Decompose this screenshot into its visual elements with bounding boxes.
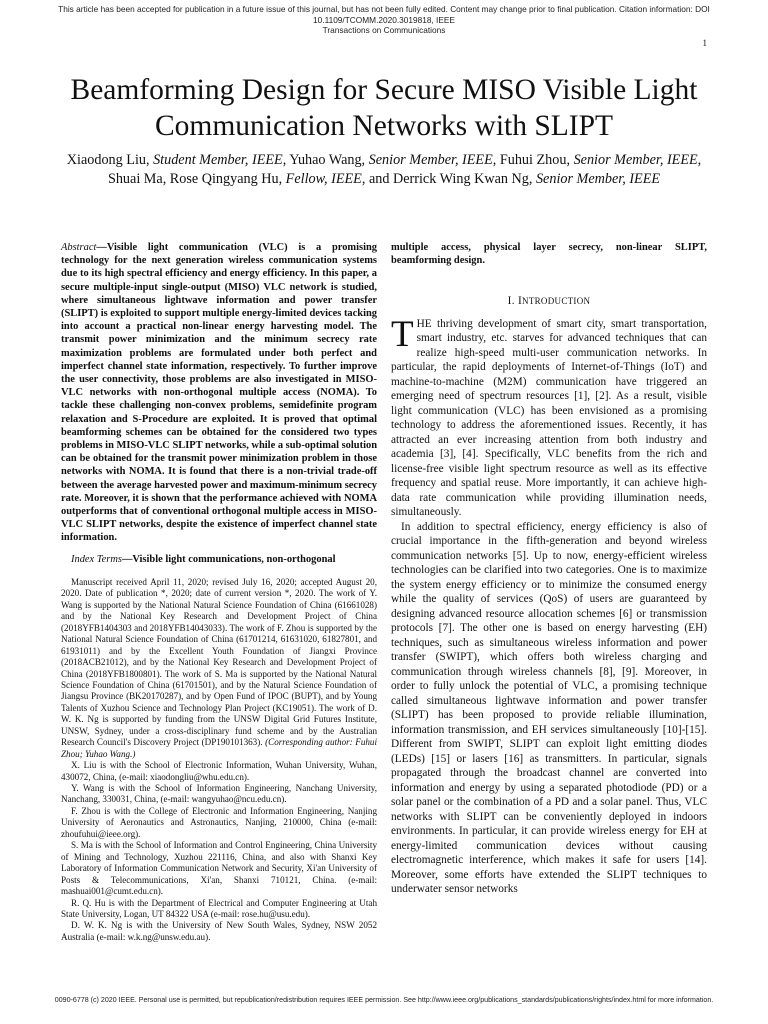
footnote-manuscript (61, 577, 377, 760)
author-list (40, 151, 728, 189)
author-role: Senior Member, IEEE (368, 152, 493, 168)
section-initial: I (517, 295, 523, 308)
author-name: Xiaodong Liu, (66, 152, 154, 168)
author-line-1 (40, 151, 728, 170)
drop-cap: T (391, 313, 414, 355)
header-note-line-2: Transactions on Communications (322, 25, 446, 35)
section-title-rest: NTRODUCTION (522, 296, 591, 307)
index-terms-continued: multiple access, physical layer secrecy, non-linear SLIPT, beamforming design. (391, 242, 707, 267)
footnote-affiliation-hu: R. Q. Hu is with the Department of Electrical and Computer Engineering at Utah State University, Logan, UT 84322 USA (e-mail: rose.hu@usu.edu). (61, 897, 377, 920)
author-role: Senior Member, IEEE (535, 171, 661, 187)
footnote-affiliation-wang: Y. Wang is with the School of Information Engineering, Nanchang University, Nanchang, 330031, China, (e-mail: wangyuhao@ncu.edu.cn). (61, 783, 377, 805)
footnote-affiliation-ng: D. W. K. Ng is with the University of New South Wales, Sydney, NSW 2052 Australia (e-mail: w.k.ng@unsw.edu.au). (61, 920, 377, 942)
author-name: Shuai Ma, Rose Qingyang Hu, (107, 171, 286, 187)
footnote-affiliation-liu: X. Liu is with the School of Electronic Information, Wuhan University, Wuhan, 430072, China, (e-mail: xiaodongliu@whu.edu.cn). (61, 760, 377, 782)
intro-cap-word: HE (416, 317, 432, 330)
left-column (61, 241, 377, 943)
abstract (61, 241, 377, 545)
index-terms-body: —Visible light communications, non-orthogonal (121, 553, 336, 565)
author-name: , and Derrick Wing Kwan Ng, (361, 171, 536, 187)
footnotes (61, 577, 377, 944)
introduction-body (391, 313, 707, 897)
author-role: Senior Member, IEEE (573, 152, 698, 168)
footnote-affiliation-zhou: F. Zhou is with the College of Electronic and Information Engineering, Nanjing University of Aeronautics and Astronautics, Nanjing, 210000, China (e-mail: zhoufuhui@ieee.org). (61, 805, 377, 839)
author-name: , Fuhui Zhou, (492, 152, 574, 168)
header-note-line-1: This article has been accepted for publication in a future issue of this journal, but has not been fully edited. Content may change prior to final publication. Citation information: DOI 10.1109/TCOMM.2020.3019818, IEEE (58, 4, 710, 25)
author-line-2 (40, 170, 728, 189)
index-terms-lead: Index Terms (71, 553, 122, 565)
footnote-manuscript-text: Manuscript received April 11, 2020; revised July 16, 2020; accepted August 20, 2020. Date of publication *, 2020; date of current version *, 2020. The work of Y. Wang is supported by the National Natural Science Foundation of China (61661028) and by the National Key Research and Development Project of China (2018YFB1404303 and 2018YFB14043033). The work of F. Zhou is supported by the National Natural Science Foundation of China (61701214, 61631020, 61827801, and 61931011) and by the Excellent Youth Foundation of Jiangxi Province (2018ACB21012), and by the National Key Research and Development Project of China (2018YFB1800801). The work of S. Ma is supported by the National Natural Science Foundation of China (61701501), and by the Natural Science Foundation of Jiangsu Province (BK20170287), and by Open Fund of IPOC (BUPT), and by Young Talents of Xuzhou Science and Technology Plan Project (KC19051). The work of D. W. K. Ng is supported by funding from the UNSW Digital Grid Futures Institute, UNSW, Sydney, under a cross-disciplinary fund scheme and by the Australian Research Council's Discovery Project (DP190101363). (61, 576, 377, 748)
index-terms (61, 553, 377, 566)
journal-header-note (0, 4, 768, 36)
section-heading (391, 294, 707, 309)
abstract-body: —Visible light communication (VLC) is a promising technology for the next generation wireless communication systems due to its high spectral efficiency and energy efficiency. In this paper, a secure multiple-input single-output (MISO) VLC network is studied, where simultaneous lightwave information and power transfer (SLIPT) is exploited to support multiple energy-limited devices tacking into account a practical non-linear energy harvesting model. The transmit power minimization and the minimum secrecy rate maximization problems are formulated under both perfect and imperfect channel state information, respectively. To further improve the user connectivity, those problems are also investigated in MISO-VLC networks with non-orthogonal multiple access (NOMA). To tackle these challenging non-convex problems, semidefinite program relaxation and S-Procedure are exploited. It is proved that optimal beamforming schemes can be obtained for the considered two types problems in MISO-VLC SLIPT networks, while a sub-optimal solution can be obtained for the transmit power minimization problem in those networks with NOMA. It is found that there is a non-trivial trade-off between the average harvested power and maximum-minimum secrecy rate. Moreover, it is shown that the performance achieved with NOMA outperforms that of conventional orthogonal multiple access in MISO-VLC SLIPT networks, despite the existence of imperfect channel state information. (61, 242, 378, 544)
abstract-lead: Abstract (61, 242, 97, 253)
copyright-footer: 0090-6778 (c) 2020 IEEE. Personal use is permitted, but republication/redistribution requires IEEE permission. See http://www.ieee.org/publications_standards/publications/rights/index.html for more information. (54, 996, 714, 1004)
author-role: Student Member, IEEE (153, 152, 283, 168)
page-number: 1 (702, 38, 707, 48)
intro-paragraph-1 (391, 313, 707, 520)
intro-paragraph-1-text: thriving development of smart city, smart transportation, smart industry, etc. starves for advanced techniques that can realize high-speed multi-user communication networks. In particular, the rapid deployments of Internet-of-Things (IoT) and machine-to-machine (M2M) communication have triggered an emerging need of spectrum resources [1], [2]. As a result, visible light communication (VLC) has been envisioned as a promising technology to address the aforementioned issues. Recently, it has attracted an ever increasing attention from both industry and academia [3], [4]. Specifically, VLC benefits from the rich and license-free visible light spectrum resource as well as its effective frequency and spatial reuse. More importantly, it can achieve high-data rate communication while providing illumination needs, simultaneously. (391, 317, 707, 519)
author-role: Fellow, IEEE (285, 171, 362, 187)
author-name: , Yuhao Wang, (282, 152, 369, 168)
right-column (391, 241, 707, 897)
section-number: I. (507, 295, 518, 308)
paper-title: Beamforming Design for Secure MISO Visible Light Communication Networks with SLIPT (70, 74, 698, 142)
footnote-corresponding: (Corresponding author: Fuhui Zhou; Yuhao Wang.) (61, 737, 377, 759)
author-separator: , (697, 152, 702, 168)
intro-paragraph-2: In addition to spectral efficiency, energy efficiency is also of crucial importance in the fifth-generation and beyond wireless communication networks [5]. Up to now, energy-efficient wireless technologies can be clarified into two categories. One is to maximize the system energy efficiency or to minimize the consumed energy while the quality of services (QoS) of users are guaranteed by designing advanced resource allocation schemes [6] or transmission protocols [7]. The other one is based on energy harvesting (EH) techniques, such as simultaneous wireless information and power transfer (SWIPT), which offers both wireless charging and communication through wireless channels [8], [9]. Moreover, in order to fully unlock the potential of VLC, a promising technique called simultaneous lightwave information and power transfer (SLIPT) has been proposed to provide reliable illumination, information transmission, and EH services simultaneously [10]-[15]. Different from SWIPT, SLIPT can exploit light emitting diodes (LEDs) [15] or lasers [16] as transmitters. In particular, signals propagated through the broadcast channel are converted into information and energy by using a separated photodiode (PD) or a solar panel or the combination of a PD and a solar panel. Thus, VLC networks with SLIPT can be conveniently deployed in indoors environments. In particular, it can provide wireless energy for EH at energy-limited communication devices without causing electromagnetic interference, which makes it safe for users [14]. Moreover, some efforts have extended the SLIPT techniques to underwater sensor networks (391, 520, 707, 896)
footnote-affiliation-ma: S. Ma is with the School of Information and Control Engineering, China University of Mining and Technology, Xuzhou 221116, China, and also with Shanxi Key Laboratory of Information Communication Network and Security, Xi'an University of Posts & Telecommunications, Xi'an, Shanxi 710121, China. (e-mail: mashuai001@cumt.edu.cn). (61, 840, 377, 897)
